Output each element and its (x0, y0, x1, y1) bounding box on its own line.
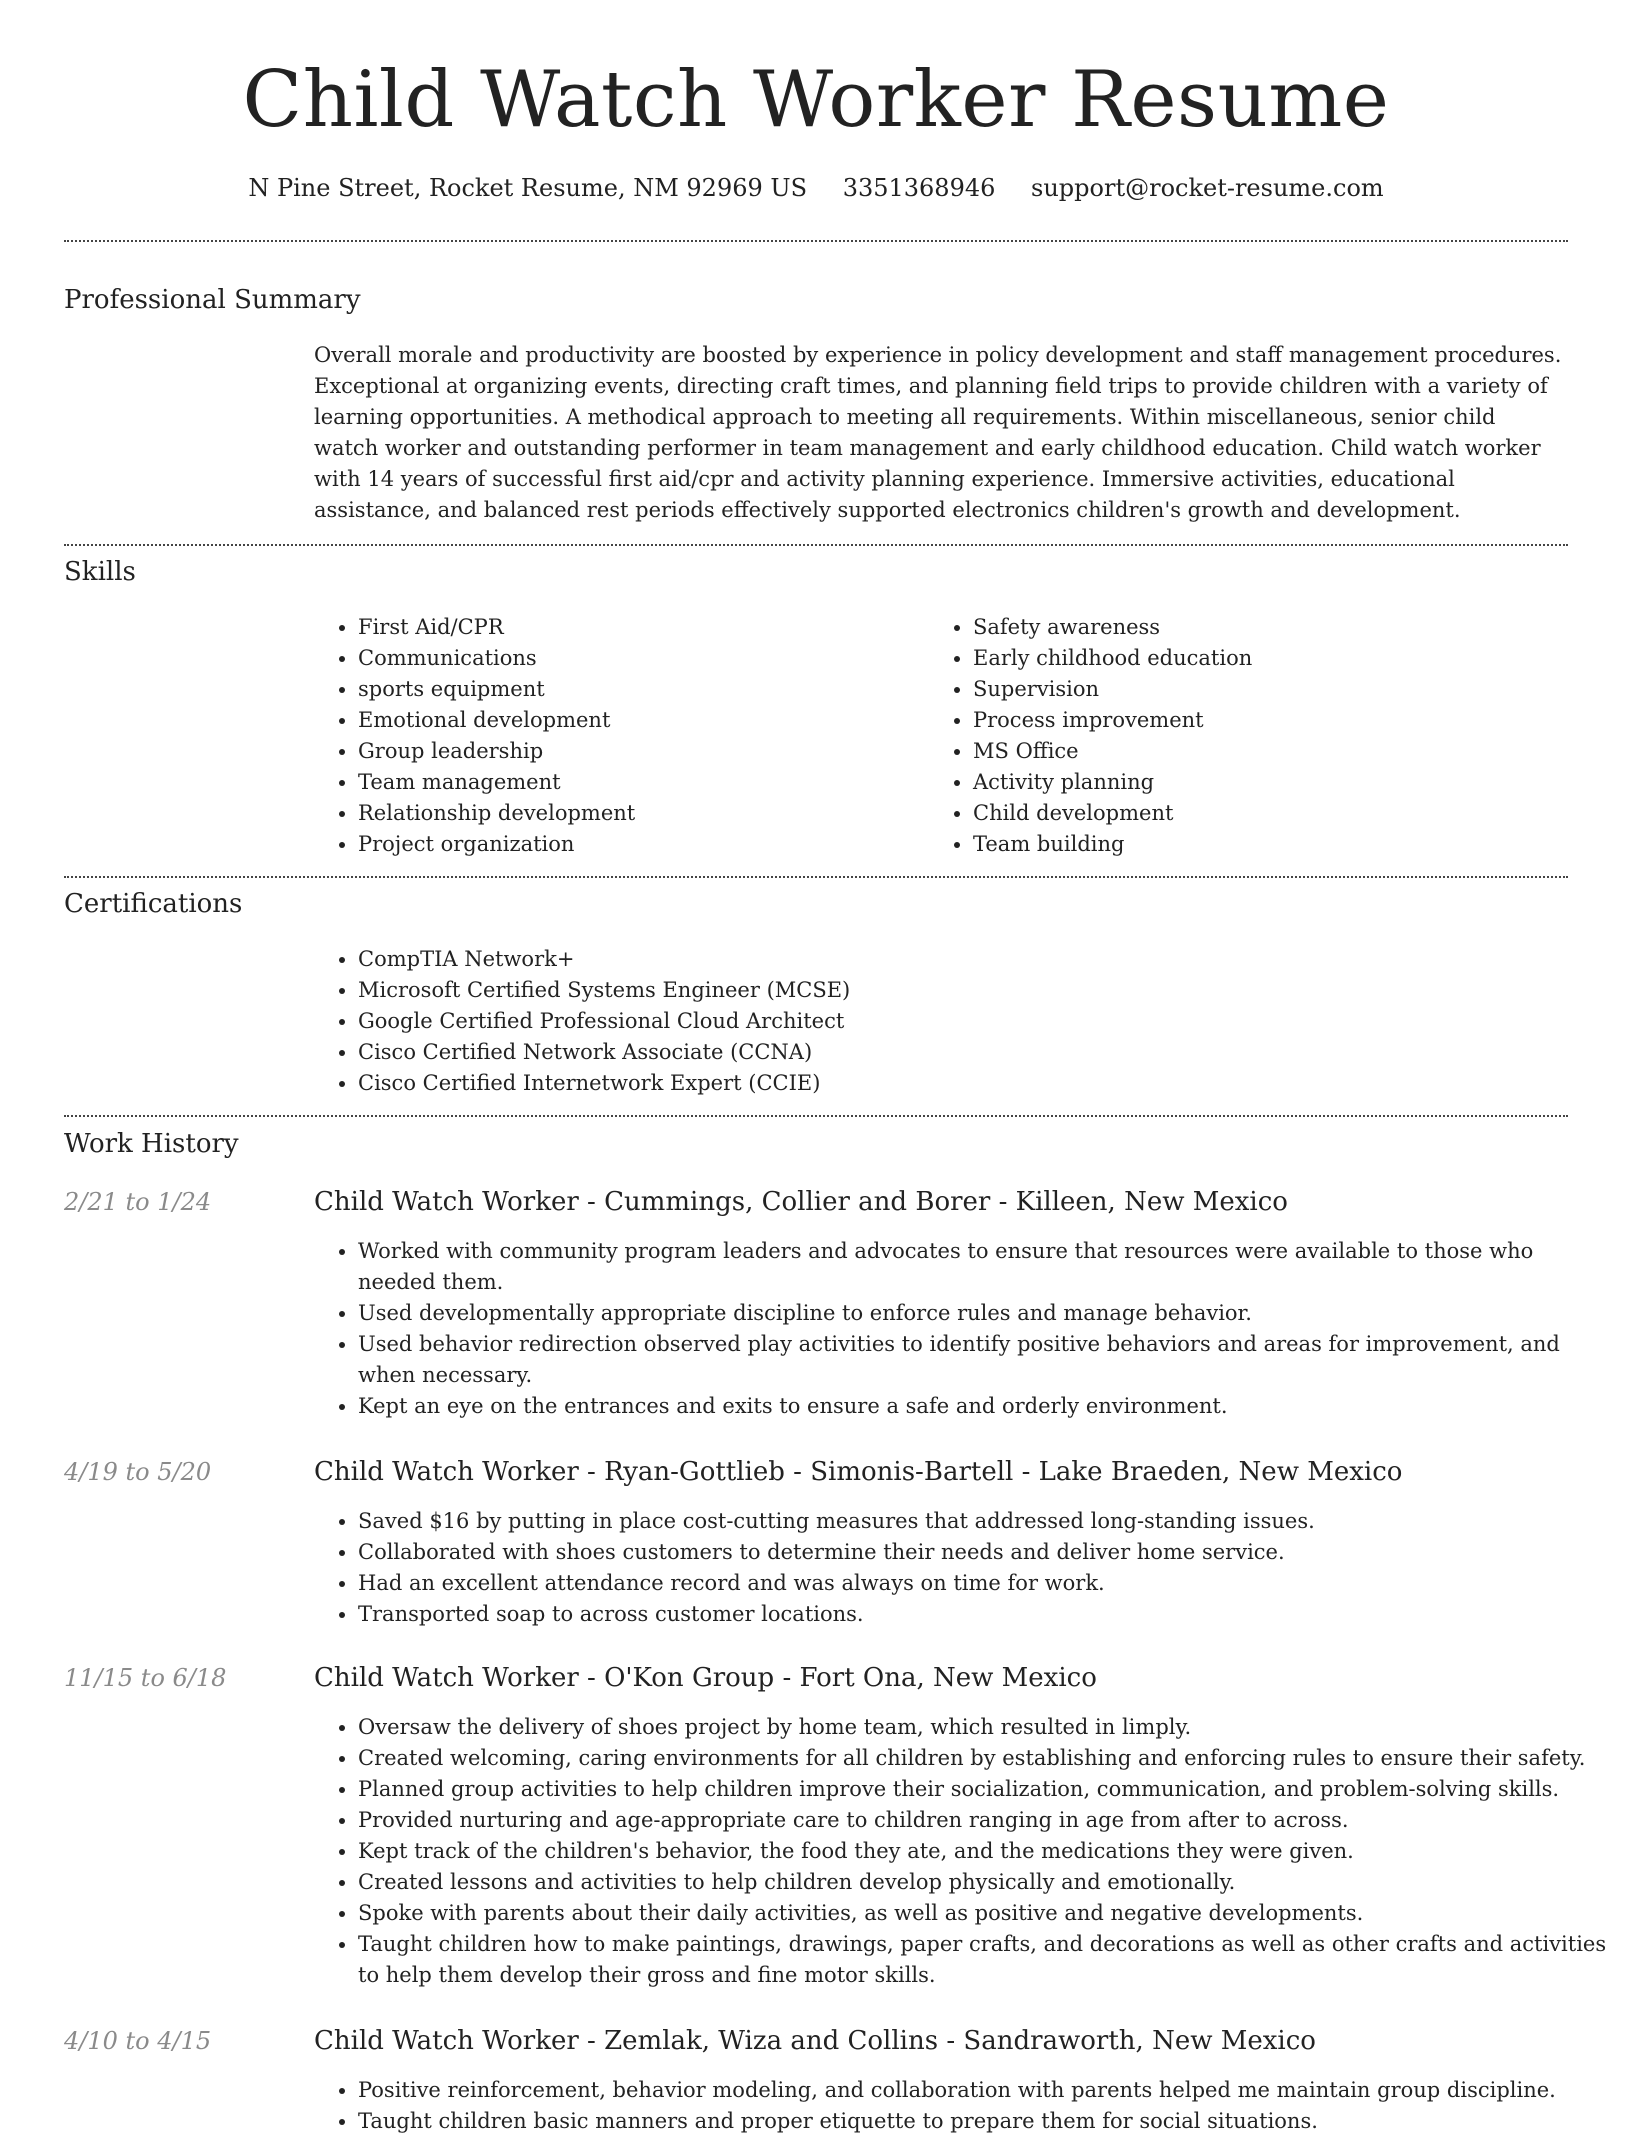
job-bullet: • Kept an eye on the entrances and exits to ensure a safe and orderly environment. (358, 1391, 1612, 1422)
job-dates: 2/21 to 1/24 (64, 1188, 212, 1216)
job-bullet: • Worked with community program leaders and advocates to ensure that resources were available to those who needed them. (358, 1236, 1612, 1298)
certifications-heading: Certifications (64, 889, 243, 919)
job-bullet: • Kept track of the children's behavior, the food they ate, and the medications they were given. (358, 1836, 1612, 1867)
job-title: Child Watch Worker - Zemlak, Wiza and Collins - Sandraworth, New Mexico (314, 2026, 1316, 2056)
resume-title: Child Watch Worker Resume (242, 55, 1390, 145)
job-bullet: • Collaborated with shoes customers to determine their needs and deliver home service. (358, 1537, 1612, 1568)
job-bullet: • Created lessons and activities to help children develop physically and emotionally. (358, 1867, 1612, 1898)
job-bullet: • Taught children basic manners and proper etiquette to prepare them for social situations. (358, 2106, 1612, 2137)
certification-item: • Cisco Certified Internetwork Expert (CCIE) (358, 1068, 1598, 1099)
summary-text: Overall morale and productivity are boosted by experience in policy development and staff management procedures. Exceptional at organizing events, directing craft times, and planning field trips to provide children with a variety of learning opportunities. A methodical approach to meeting all requirements. Within miscellaneous, senior child watch worker and outstanding performer in team management and early childhood education. Child watch worker with 14 years of successful first aid/cpr and activity planning experience. Immersive activities, educational assistance, and balanced rest periods effectively supported electronics children's growth and development. (314, 343, 1562, 522)
skill-item: • Group leadership (358, 736, 918, 767)
contact-address: N Pine Street, Rocket Resume, NM 92969 US (248, 174, 808, 202)
contact-line (0, 170, 1632, 206)
skill-item: • sports equipment (358, 674, 918, 705)
job-bullet: • Planned group activities to help children improve their socialization, communication, and problem-solving skills. (358, 1774, 1612, 1805)
divider-certifications (64, 1115, 1568, 1117)
skill-item: • MS Office (973, 736, 1573, 767)
job-bullet: • Saved $16 by putting in place cost-cutting measures that addressed long-standing issues. (358, 1506, 1612, 1537)
job-dates: 4/19 to 5/20 (64, 1458, 212, 1486)
contact-phone: 3351368946 (842, 174, 996, 202)
summary-heading: Professional Summary (64, 285, 361, 315)
job-title: Child Watch Worker - Ryan-Gottlieb - Simonis-Bartell - Lake Braeden, New Mexico (314, 1457, 1403, 1487)
work-history-heading: Work History (64, 1129, 239, 1159)
skills-list-right (929, 612, 1573, 860)
skills-heading: Skills (64, 557, 136, 587)
skill-item: • Team management (358, 767, 918, 798)
job-title: Child Watch Worker - O'Kon Group - Fort Ona, New Mexico (314, 1663, 1097, 1693)
job-bullet: • Created welcoming, caring environments for all children by establishing and enforcing rules to ensure their safety. (358, 1743, 1612, 1774)
job-bullet: • Transported soap to across customer locations. (358, 1599, 1612, 1630)
job-bullet-list (314, 1712, 1612, 1991)
job-bullet: • Used developmentally appropriate discipline to enforce rules and manage behavior. (358, 1298, 1612, 1329)
divider-header (64, 240, 1568, 242)
contact-email: support@rocket-resume.com (1031, 174, 1384, 202)
certifications-list (314, 944, 1598, 1099)
job-bullet: • Positive reinforcement, behavior modeling, and collaboration with parents helped me maintain group discipline. (358, 2075, 1612, 2106)
skill-item: • Activity planning (973, 767, 1573, 798)
job-bullet: • Spoke with parents about their daily activities, as well as positive and negative developments. (358, 1898, 1612, 1929)
certification-item: • Cisco Certified Network Associate (CCNA) (358, 1037, 1598, 1068)
job-dates: 11/15 to 6/18 (64, 1664, 227, 1692)
job-bullet: • Had an excellent attendance record and was always on time for work. (358, 1568, 1612, 1599)
skill-item: • Project organization (358, 829, 918, 860)
skill-item: • Team building (973, 829, 1573, 860)
job-bullet-list (314, 1506, 1612, 1630)
job-bullet: • Oversaw the delivery of shoes project by home team, which resulted in limply. (358, 1712, 1612, 1743)
skill-item: • Communications (358, 643, 918, 674)
job-bullet: • Taught children how to make paintings, drawings, paper crafts, and decorations as well as other crafts and activities to help them develop their gross and fine motor skills. (358, 1929, 1612, 1991)
divider-skills (64, 876, 1568, 878)
skill-item: • First Aid/CPR (358, 612, 918, 643)
certification-item: • Microsoft Certified Systems Engineer (MCSE) (358, 975, 1598, 1006)
skill-item: • Early childhood education (973, 643, 1573, 674)
job-bullet: • Used behavior redirection observed play activities to identify positive behaviors and areas for improvement, and when necessary. (358, 1329, 1612, 1391)
skill-item: • Safety awareness (973, 612, 1573, 643)
skill-item: • Supervision (973, 674, 1573, 705)
certification-item: • Google Certified Professional Cloud Architect (358, 1006, 1598, 1037)
job-title: Child Watch Worker - Cummings, Collier and Borer - Killeen, New Mexico (314, 1187, 1288, 1217)
skills-list-left (314, 612, 918, 860)
skill-item: • Emotional development (358, 705, 918, 736)
job-bullet-list (314, 2075, 1612, 2137)
certification-item: • CompTIA Network+ (358, 944, 1598, 975)
job-bullet: • Provided nurturing and age-appropriate care to children ranging in age from after to across. (358, 1805, 1612, 1836)
divider-summary (64, 544, 1568, 546)
skill-item: • Child development (973, 798, 1573, 829)
job-dates: 4/10 to 4/15 (64, 2027, 212, 2055)
skill-item: • Relationship development (358, 798, 918, 829)
skill-item: • Process improvement (973, 705, 1573, 736)
job-bullet-list (314, 1236, 1612, 1422)
